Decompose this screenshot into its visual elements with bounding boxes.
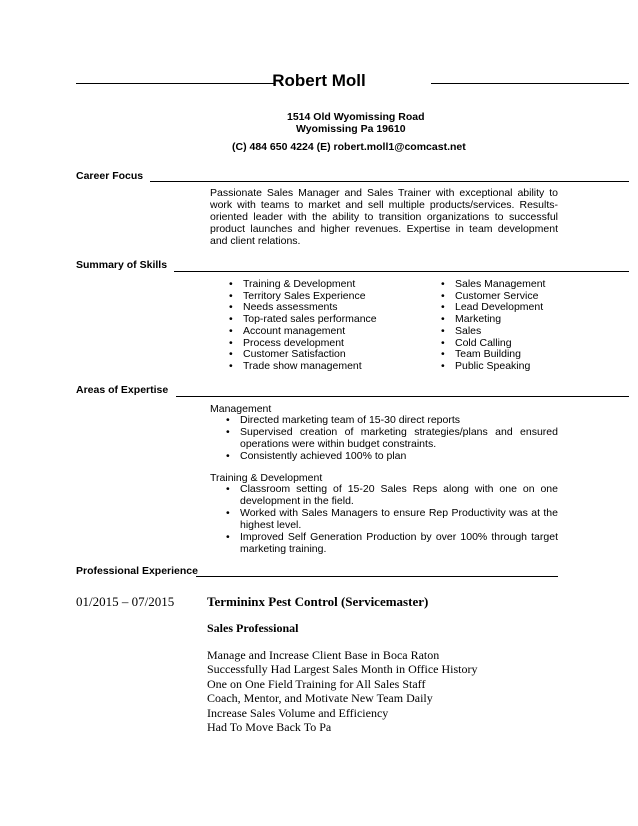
- duty-line: One on One Field Training for All Sales Staff: [207, 676, 426, 691]
- list-item: • Territory Sales Experience: [229, 291, 429, 303]
- duty-line: Coach, Mentor, and Motivate New Team Daily: [207, 691, 433, 706]
- list-item: • Supervised creation of marketing strategies/plans and ensured operations were within budget constraints.: [224, 427, 558, 451]
- duty-line: Manage and Increase Client Base in Boca Raton: [207, 648, 440, 662]
- section-rule-experience: [196, 576, 558, 577]
- job-title: Sales Professional: [207, 621, 299, 635]
- skills-list-left: [229, 279, 429, 373]
- list-item: • Classroom setting of 15-20 Sales Reps along with one on one development in the field.: [224, 484, 558, 508]
- list-item: • Lead Development: [441, 302, 611, 314]
- section-label-experience: Professional Experience: [76, 565, 198, 577]
- address-line-2: Wyomissing Pa 19610: [296, 123, 406, 135]
- expertise-group-heading: Training & Development: [210, 472, 323, 484]
- list-item: • Account management: [229, 326, 429, 338]
- duty-line: Increase Sales Volume and Efficiency: [207, 705, 389, 720]
- contact-line: (C) 484 650 4224 (E) robert.moll1@comcast.net: [232, 141, 466, 153]
- list-item: • Public Speaking: [441, 361, 611, 373]
- section-rule-expertise: [176, 396, 629, 397]
- list-item: • Sales Management: [441, 279, 611, 291]
- list-item: • Top-rated sales performance: [229, 314, 429, 326]
- list-item: • Cold Calling: [441, 338, 611, 350]
- section-label-expertise: Areas of Expertise: [76, 384, 169, 396]
- expertise-group-heading: Management: [210, 403, 272, 415]
- list-item: • Customer Satisfaction: [229, 349, 429, 361]
- job-company: Termininx Pest Control (Servicemaster): [207, 594, 429, 609]
- duty-line: Had To Move Back To Pa: [207, 720, 332, 735]
- list-item: • Customer Service: [441, 291, 611, 303]
- list-item: • Sales: [441, 326, 611, 338]
- list-item: • Team Building: [441, 349, 611, 361]
- address-line-1: 1514 Old Wyomissing Road: [287, 111, 425, 123]
- career-focus-text: Passionate Sales Manager and Sales Trainer with exceptional ability to work with teams to market and sell multiple products/services. Results-oriented leader with the ability to transition organizations to successful product launches and higher revenues. Expertise in team development and client relations.: [210, 187, 558, 247]
- job-duties: [207, 648, 537, 734]
- list-item: • Needs assessments: [229, 302, 429, 314]
- candidate-name: Robert Moll: [272, 71, 366, 90]
- section-rule-skills: [174, 271, 629, 272]
- expertise-group-list: [224, 484, 558, 555]
- section-label-career-focus: Career Focus: [76, 170, 144, 182]
- list-item: • Directed marketing team of 15-30 direct reports: [224, 415, 558, 427]
- job-dates: 01/2015 – 07/2015: [76, 594, 175, 609]
- list-item: • Process development: [229, 338, 429, 350]
- expertise-group-list: [224, 415, 558, 463]
- list-item: • Training & Development: [229, 279, 429, 291]
- list-item: • Trade show management: [229, 361, 429, 373]
- duty-line: Successfully Had Largest Sales Month in Office History: [207, 662, 478, 677]
- list-item: • Marketing: [441, 314, 611, 326]
- header-rule-right: [431, 83, 629, 84]
- section-rule-career-focus: [150, 181, 629, 182]
- section-label-skills: Summary of Skills: [76, 259, 168, 271]
- list-item: • Improved Self Generation Production by over 100% through target marketing training.: [224, 532, 558, 556]
- list-item: • Worked with Sales Managers to ensure Rep Productivity was at the highest level.: [224, 508, 558, 532]
- list-item: • Consistently achieved 100% to plan: [224, 451, 558, 463]
- skills-list-right: [441, 279, 611, 373]
